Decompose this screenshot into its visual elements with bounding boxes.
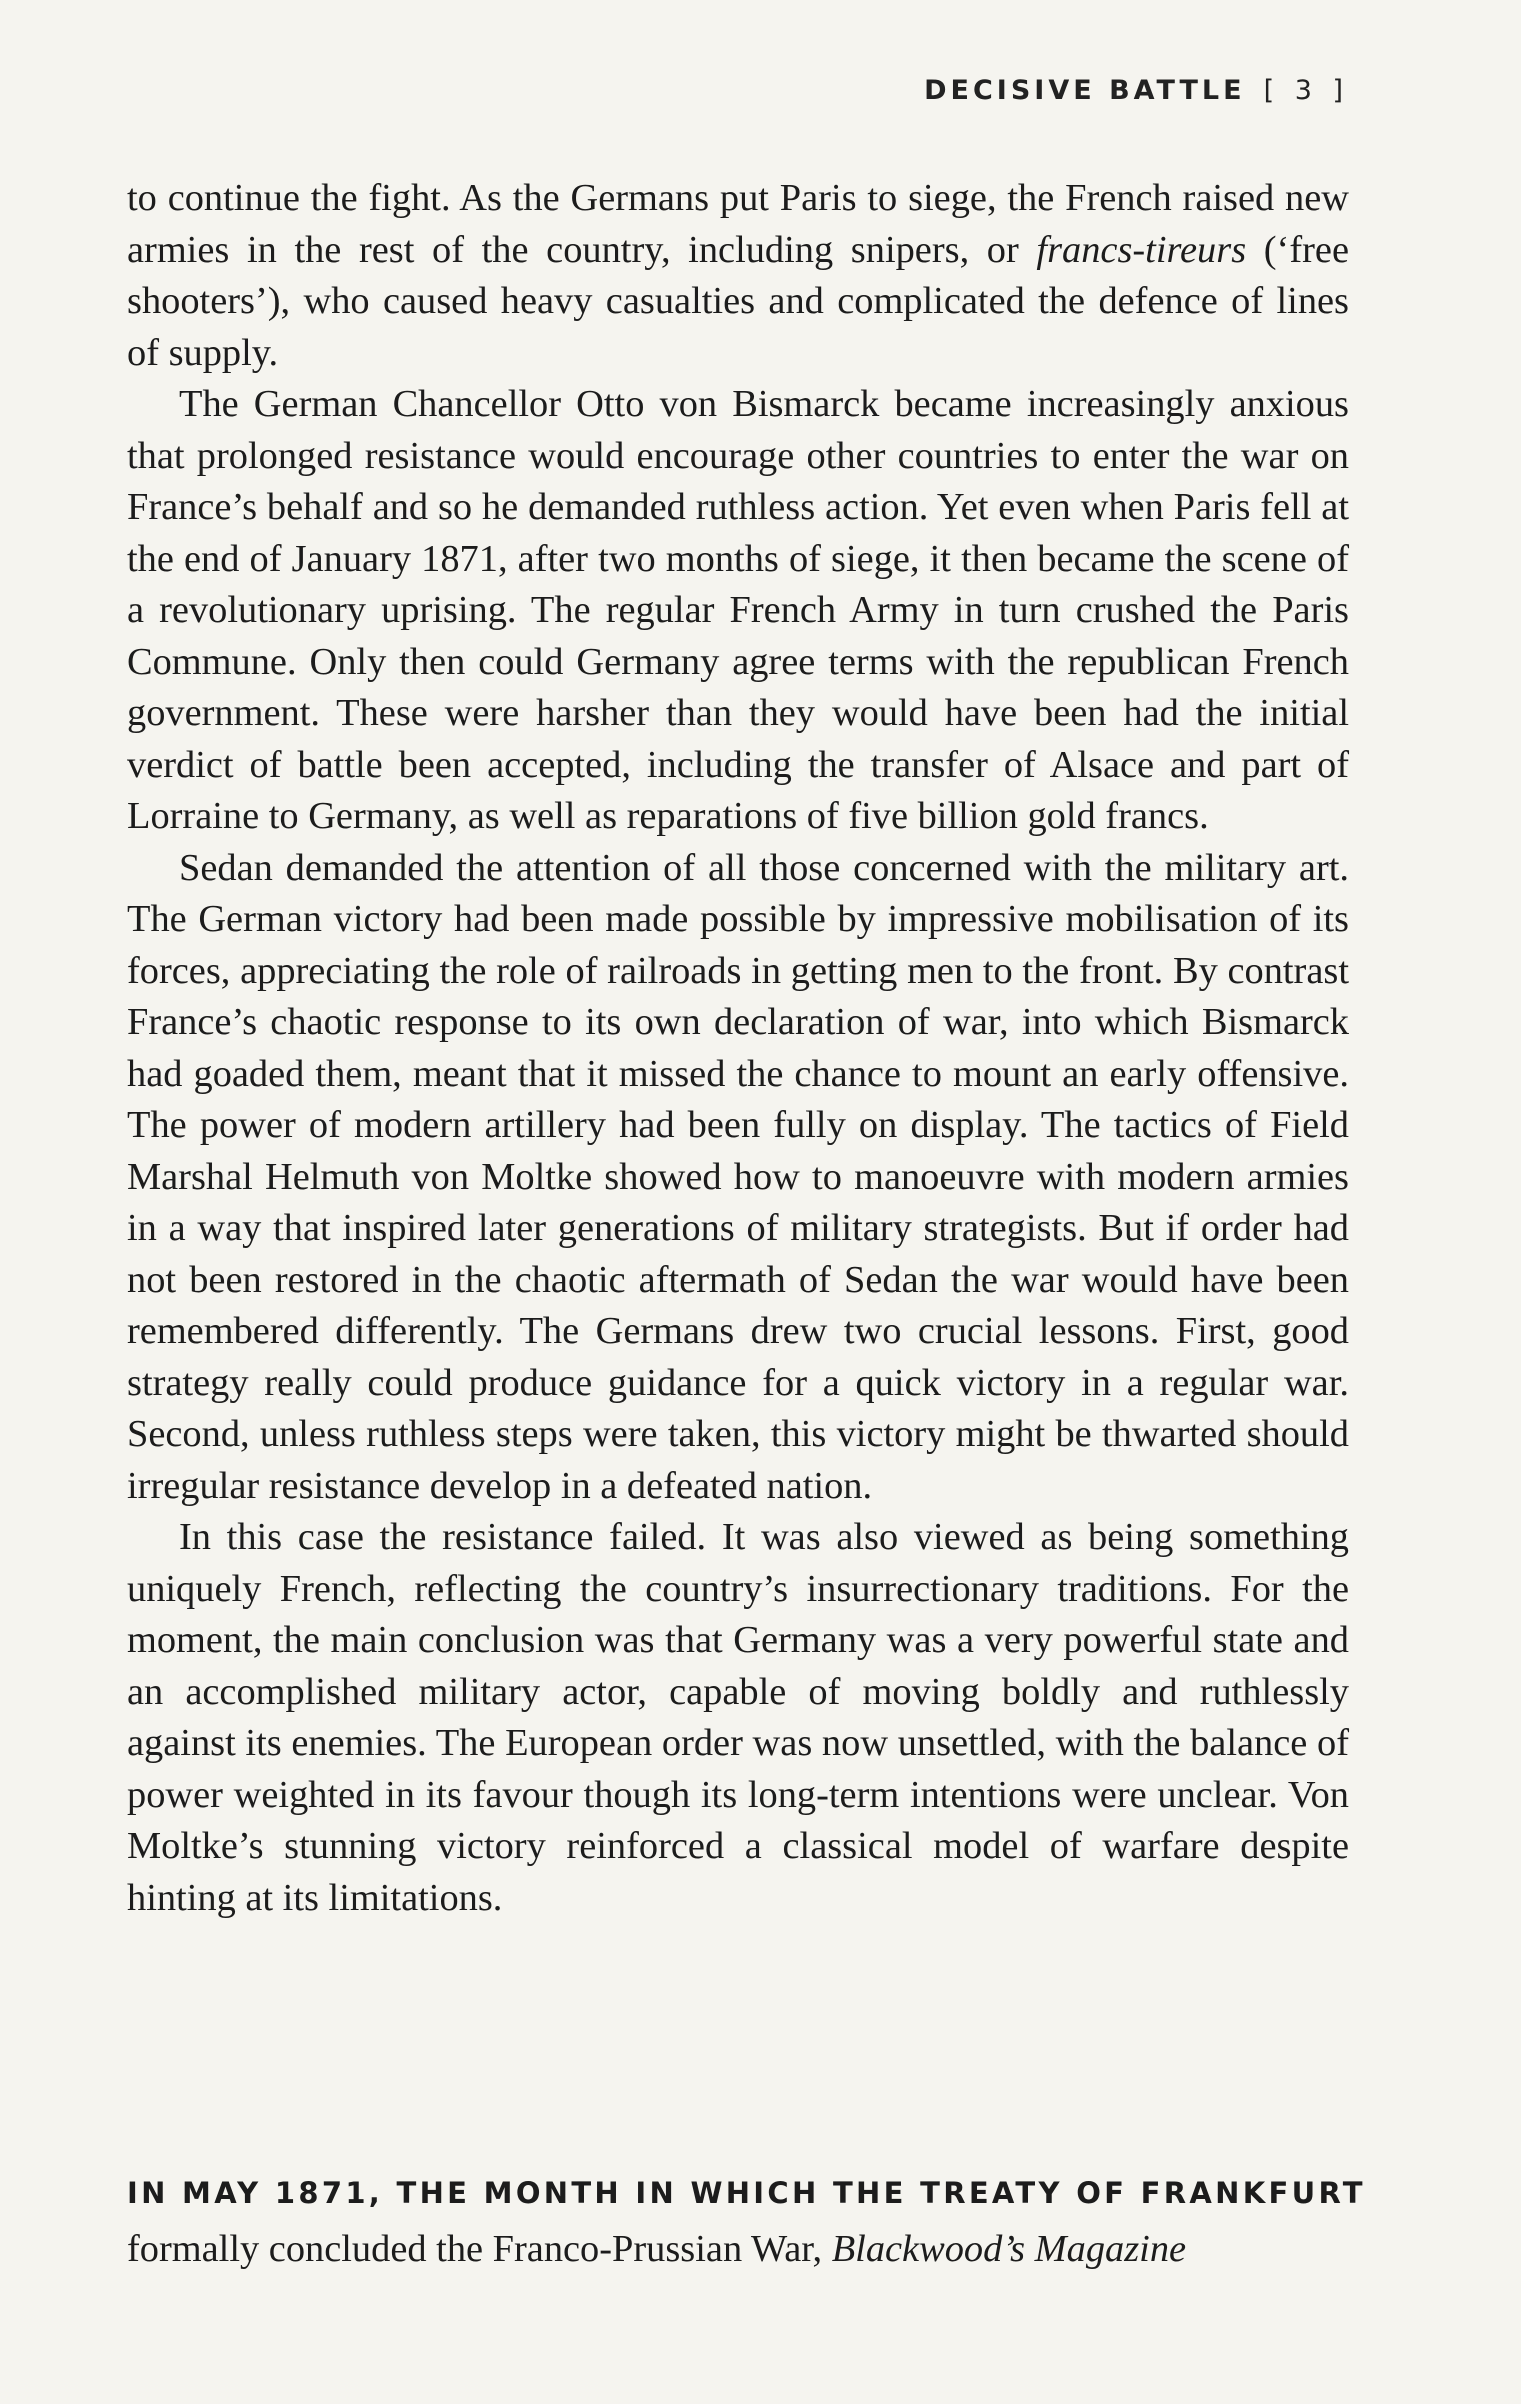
running-header: [924, 75, 1349, 106]
running-title: DECISIVE BATTLE: [924, 75, 1246, 106]
paragraph-1-text: to continue the fight. As the Germans put Paris to siege, the French raised new armies in the rest of the country, including snipers, or: [127, 177, 1349, 271]
section-opening: [127, 2165, 1366, 2277]
paragraph-4: In this case the resistance failed. It was also viewed as being something uniquely French, reflecting the country’s insurrectionary traditions. For the moment, the main conclusion was that Germany was a very powerful state and an accomplished military actor, capable of moving boldly and ruthlessly against its enemies. The European order was now unsettled, with the balance of power weighted in its favour though its long-term intentions were unclear. Von Moltke’s stunning victory reinforced a classical model of warfare despite hinting at its limitations.: [127, 1516, 1349, 1919]
section-lead-in: IN MAY 1871, THE MONTH IN WHICH THE TREATY OF FRANKFURT: [127, 2176, 1366, 2210]
page-number: [ 3 ]: [1263, 75, 1349, 106]
body-text: [127, 173, 1349, 1924]
paragraph-3: Sedan demanded the attention of all those concerned with the military art. The German victory had been made possible by impressive mobilisation of its forces, appreciating the role of railroads in getting men to the front. By contrast France’s chaotic response to its own declaration of war, into which Bismarck had goaded them, meant that it missed the chance to mount an early offensive. The power of modern artillery had been fully on display. The tactics of Field Marshal Helmuth von Moltke showed how to manoeuvre with modern armies in a way that inspired later generations of military strategists. But if order had not been restored in the chaotic aftermath of Sedan the war would have been remembered differently. The Germans drew two crucial lessons. First, good strategy really could produce guidance for a quick victory in a regular war. Second, unless ruthless steps were taken, this victory might be thwarted should irregular resistance develop in a defeated nation.: [127, 846, 1349, 1507]
magazine-title: Blackwood’s Magazine: [831, 2228, 1187, 2270]
section-text: formally concluded the Franco-Prussian War,: [127, 2228, 832, 2270]
paragraph-1-text-end: (‘free shooters’), who caused heavy casualties and complicated the defence of lines of supply.: [127, 228, 1349, 374]
italic-term: francs-tireurs: [1036, 228, 1247, 271]
paragraph-2: The German Chancellor Otto von Bismarck became increasingly anxious that prolonged resistance would encourage other countries to enter the war on France’s behalf and so he demanded ruthless action. Yet even when Paris fell at the end of January 1871, after two months of siege, it then became the scene of a revolutionary uprising. The regular French Army in turn crushed the Paris Commune. Only then could Germany agree terms with the republican French government. These were harsher than they would have been had the initial verdict of battle been accepted, including the transfer of Alsace and part of Lorraine to Germany, as well as reparations of five billion gold francs.: [127, 383, 1349, 837]
paragraph-1: [127, 173, 1349, 379]
